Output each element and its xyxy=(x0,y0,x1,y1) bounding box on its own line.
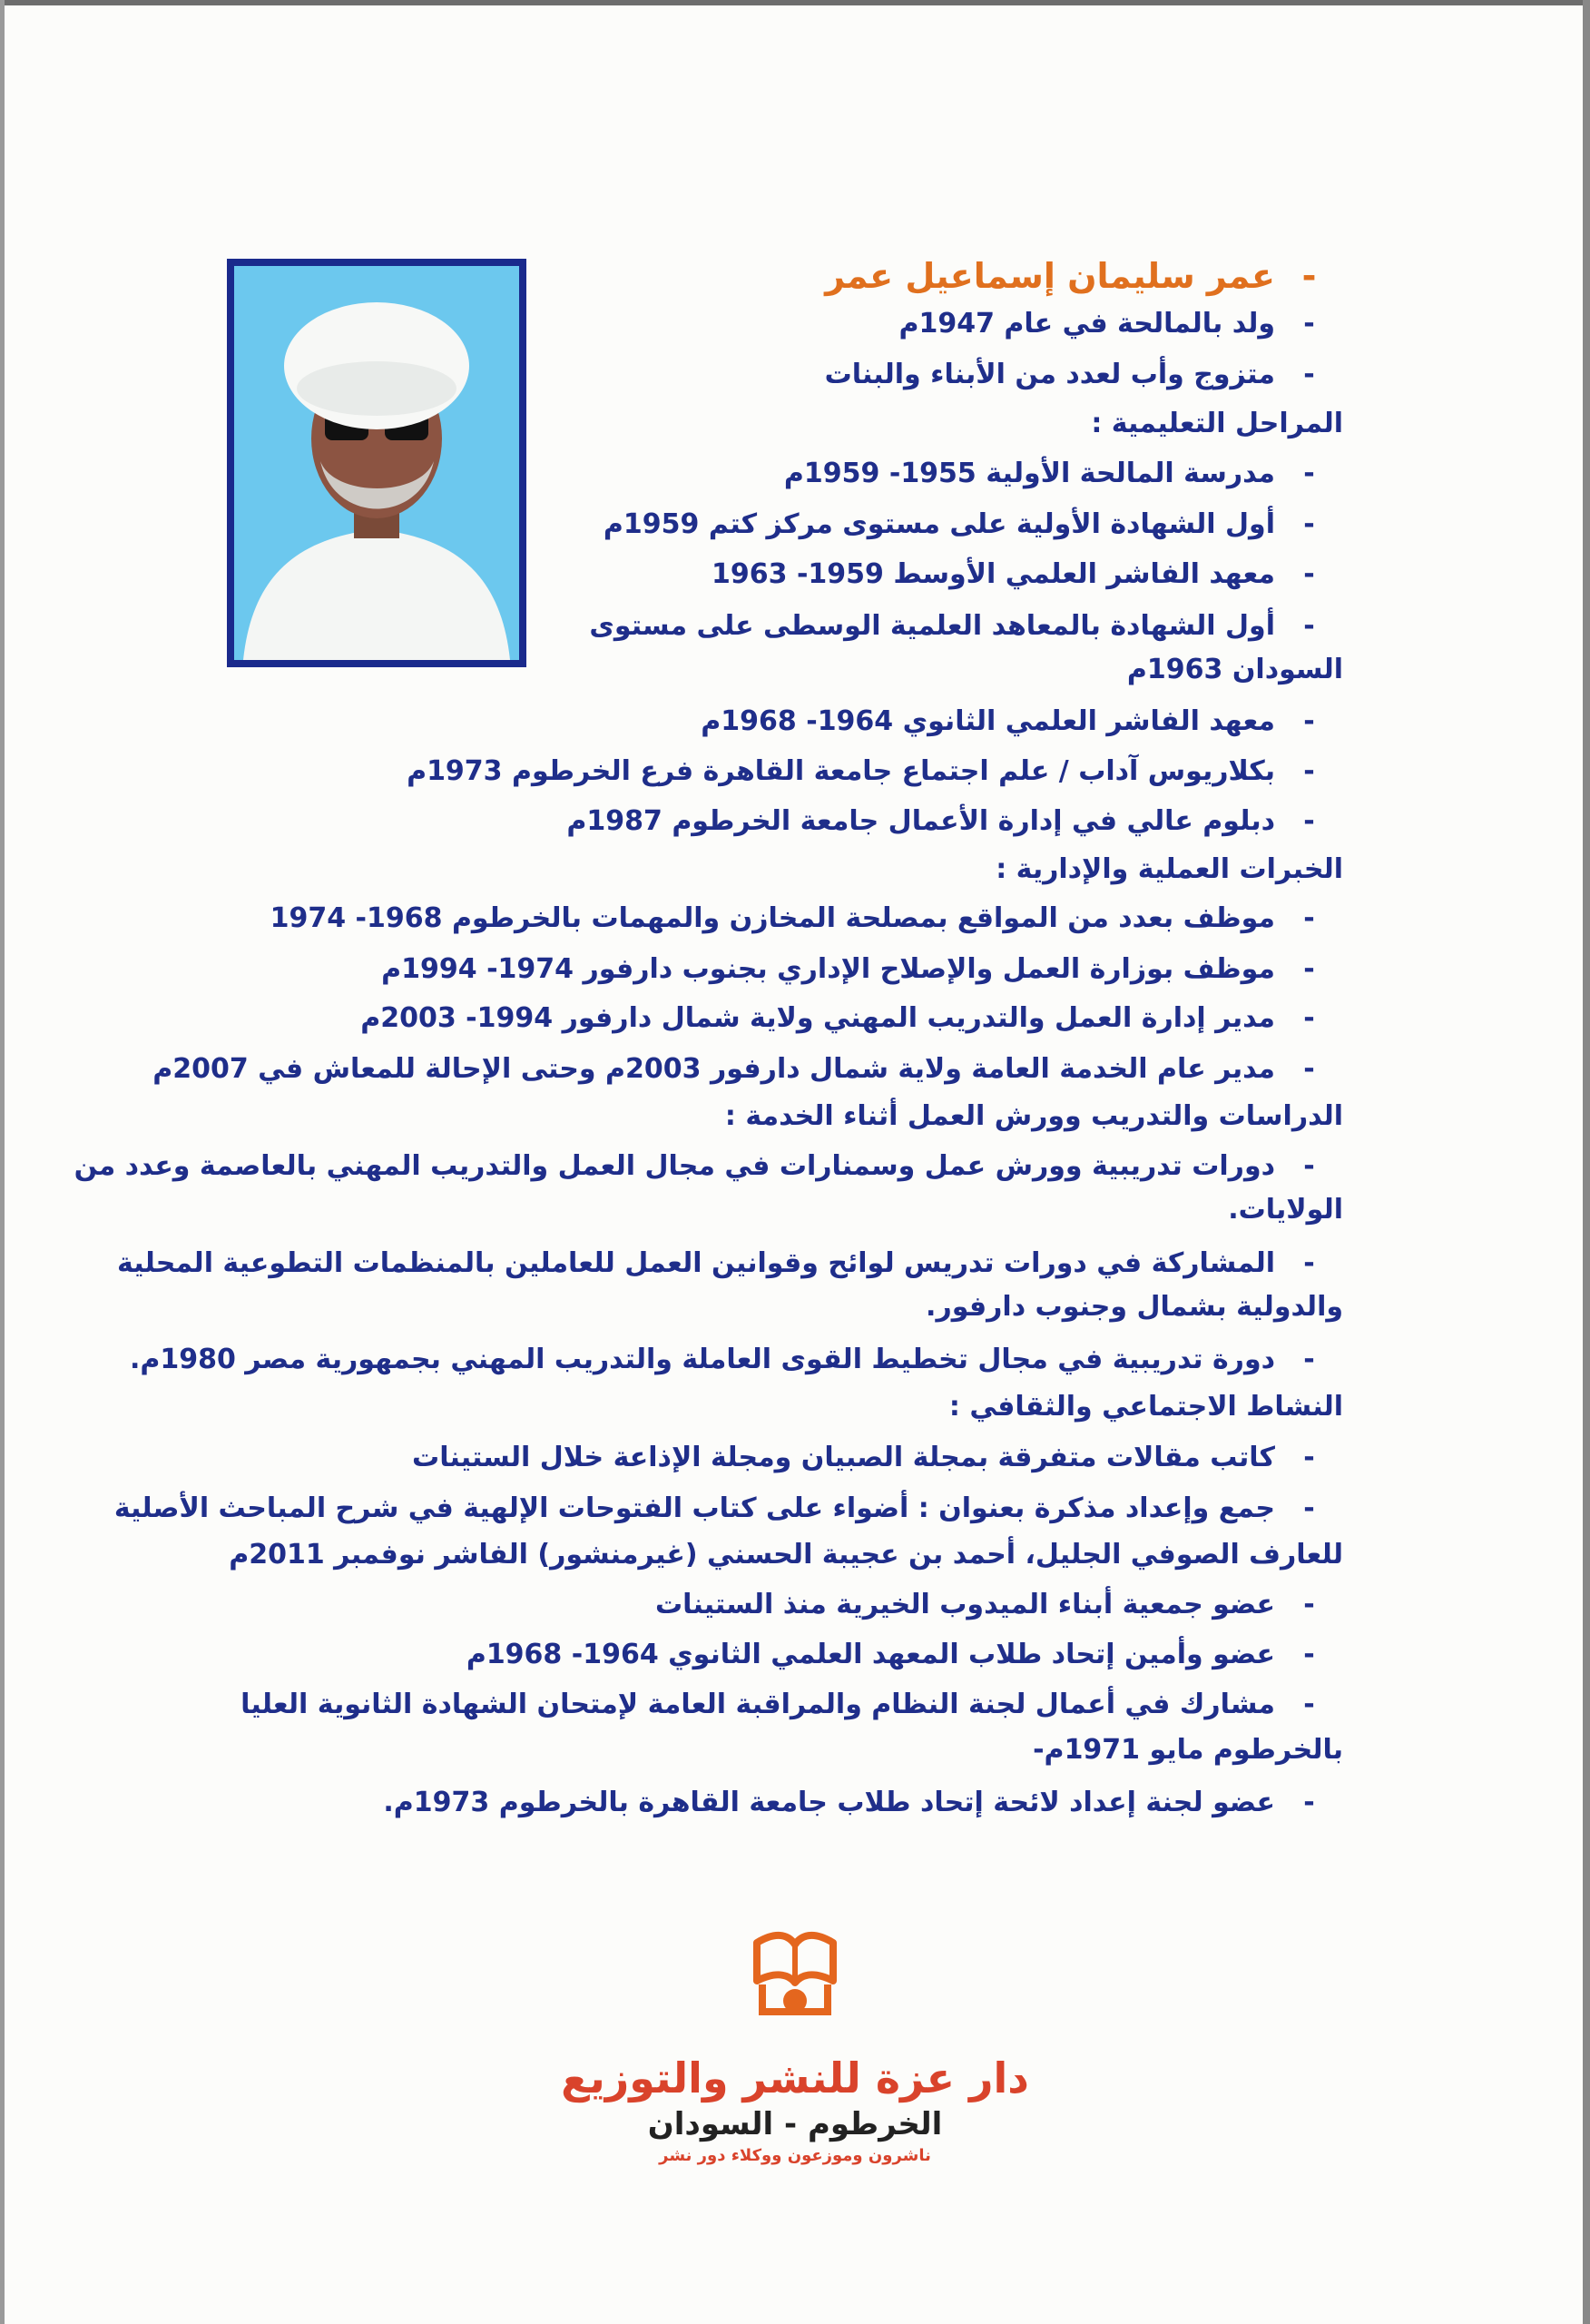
top-border-line xyxy=(0,0,1590,5)
education-item: -مدرسة المالحة الأولية 1955- 1959م xyxy=(783,458,1315,489)
activity-item-continued: للعارف الصوفي الجليل، أحمد بن عجيبة الحسني (غيرمنشور) الفاشر نوفمبر 2011م xyxy=(229,1539,1343,1571)
list-item: مدرسة المالحة الأولية 1955- 1959م xyxy=(783,458,1275,489)
education-item: -معهد الفاشر العلمي الأوسط 1959- 1963 xyxy=(712,558,1315,590)
list-item: متزوج وأب لعدد من الأبناء والبنات xyxy=(824,359,1275,390)
training-item: -دورة تدريبية في مجال تخطيط القوى العاملة والتدريب المهني بجمهورية مصر 1980م. xyxy=(129,1344,1315,1375)
left-border-line xyxy=(0,0,5,2324)
publisher-logo xyxy=(750,1925,840,2024)
bullet-dash: - xyxy=(1301,256,1317,296)
list-item: عضو وأمين إتحاد طلاب المعهد العلمي الثانوي 1964- 1968م xyxy=(466,1639,1275,1670)
publisher-tagline: ناشرون وموزعون ووكلاء دور نشر xyxy=(659,2146,931,2165)
activity-item-continued: بالخرطوم مايو 1971م- xyxy=(1033,1734,1343,1766)
activity-item: -عضو جمعية أبناء الميدوب الخيرية منذ الستينات xyxy=(655,1589,1315,1620)
publisher-location: الخرطوم - السودان xyxy=(647,2106,943,2142)
birth-item: -ولد بالمالحة في عام 1947م xyxy=(898,308,1315,340)
list-item: عضو لجنة إعداد لائحة إتحاد طلاب جامعة القاهرة بالخرطوم 1973م. xyxy=(383,1787,1275,1818)
list-item: كاتب مقالات متفرقة بمجلة الصبيان ومجلة الإذاعة خلال الستينات xyxy=(412,1442,1275,1473)
education-item: -أول الشهادة بالمعاهد العلمية الوسطى على مستوى xyxy=(589,610,1315,642)
right-border-line xyxy=(1583,0,1590,2324)
list-item: دبلوم عالي في إدارة الأعمال جامعة الخرطوم 1987م xyxy=(566,805,1275,837)
list-item: عضو جمعية أبناء الميدوب الخيرية منذ الستينات xyxy=(655,1589,1275,1620)
list-item: ولد بالمالحة في عام 1947م xyxy=(898,308,1275,340)
list-item: موظف بعدد من المواقع بمصلحة المخازن والمهمات بالخرطوم 1968- 1974 xyxy=(270,902,1275,934)
list-item: المشاركة في دورات تدريس لوائح وقوانين العمل للعاملين بالمنظمات التطوعية المحلية xyxy=(117,1247,1275,1279)
activity-item: -مشارك في أعمال لجنة النظام والمراقبة العامة لإمتحان الشهادة الثانوية العليا xyxy=(240,1689,1315,1720)
education-item: -أول الشهادة الأولية على مستوى مركز كتم 1959م xyxy=(603,508,1315,540)
education-item: -معهد الفاشر العلمي الثانوي 1964- 1968م xyxy=(701,705,1315,737)
activities-heading: النشاط الاجتماعي والثقافي : xyxy=(948,1391,1343,1423)
list-item: دورات تدريبية وورش عمل وسمنارات في مجال العمل والتدريب المهني بالعاصمة وعدد من xyxy=(74,1150,1275,1182)
publisher-block xyxy=(0,2053,1590,2165)
open-book-logo-icon xyxy=(750,1925,840,2024)
activity-item: -عضو لجنة إعداد لائحة إتحاد طلاب جامعة القاهرة بالخرطوم 1973م. xyxy=(383,1787,1315,1818)
training-item-continued: والدولية بشمال وجنوب دارفور. xyxy=(926,1291,1343,1323)
experience-item: -مدير إدارة العمل والتدريب المهني ولاية شمال دارفور 1994- 2003م xyxy=(360,1002,1315,1034)
experience-item: -موظف بعدد من المواقع بمصلحة المخازن والمهمات بالخرطوم 1968- 1974 xyxy=(270,902,1315,934)
author-name-row xyxy=(165,256,1343,296)
education-item: -دبلوم عالي في إدارة الأعمال جامعة الخرطوم 1987م xyxy=(566,805,1315,837)
activity-item: -كاتب مقالات متفرقة بمجلة الصبيان ومجلة الإذاعة خلال الستينات xyxy=(412,1442,1315,1473)
training-heading: الدراسات والتدريب وورش العمل أثناء الخدمة : xyxy=(724,1100,1343,1132)
list-item: دورة تدريبية في مجال تخطيط القوى العاملة والتدريب المهني بجمهورية مصر 1980م. xyxy=(129,1344,1275,1375)
list-item: معهد الفاشر العلمي الأوسط 1959- 1963 xyxy=(712,558,1275,590)
list-item: مدير إدارة العمل والتدريب المهني ولاية شمال دارفور 1994- 2003م xyxy=(360,1002,1275,1034)
training-item: -المشاركة في دورات تدريس لوائح وقوانين العمل للعاملين بالمنظمات التطوعية المحلية xyxy=(117,1247,1315,1279)
list-item: مدير عام الخدمة العامة ولاية شمال دارفور 2003م وحتى الإحالة للمعاش في 2007م xyxy=(152,1053,1275,1085)
education-heading: المراحل التعليمية : xyxy=(1091,408,1343,439)
list-item: مشارك في أعمال لجنة النظام والمراقبة العامة لإمتحان الشهادة الثانوية العليا xyxy=(240,1689,1275,1720)
education-item-continued: السودان 1963م xyxy=(1126,654,1343,685)
list-item: جمع وإعداد مذكرة بعنوان : أضواء على كتاب الفتوحات الإلهية في شرح المباحث الأصلية xyxy=(113,1492,1275,1524)
family-item: -متزوج وأب لعدد من الأبناء والبنات xyxy=(824,359,1315,390)
training-item: -دورات تدريبية وورش عمل وسمنارات في مجال العمل والتدريب المهني بالعاصمة وعدد من xyxy=(74,1150,1315,1182)
training-item-continued: الولايات. xyxy=(1228,1194,1343,1226)
list-item: موظف بوزارة العمل والإصلاح الإداري بجنوب دارفور 1974- 1994م xyxy=(381,953,1275,985)
author-name: عمر سليمان إسماعيل عمر xyxy=(825,256,1275,296)
experience-item: -موظف بوزارة العمل والإصلاح الإداري بجنوب دارفور 1974- 1994م xyxy=(381,953,1315,985)
list-item: بكلاريوس آداب / علم اجتماع جامعة القاهرة فرع الخرطوم 1973م xyxy=(407,755,1275,787)
activity-item: -جمع وإعداد مذكرة بعنوان : أضواء على كتاب الفتوحات الإلهية في شرح المباحث الأصلية xyxy=(113,1492,1315,1524)
education-item: -بكلاريوس آداب / علم اجتماع جامعة القاهرة فرع الخرطوم 1973م xyxy=(407,755,1315,787)
experience-item: -مدير عام الخدمة العامة ولاية شمال دارفور 2003م وحتى الإحالة للمعاش في 2007م xyxy=(152,1053,1315,1085)
list-item: أول الشهادة بالمعاهد العلمية الوسطى على مستوى xyxy=(589,610,1275,642)
activity-item: -عضو وأمين إتحاد طلاب المعهد العلمي الثانوي 1964- 1968م xyxy=(466,1639,1315,1670)
experience-heading: الخبرات العملية والإدارية : xyxy=(996,853,1343,885)
list-item: معهد الفاشر العلمي الثانوي 1964- 1968م xyxy=(701,705,1275,737)
list-item: أول الشهادة الأولية على مستوى مركز كتم 1959م xyxy=(603,508,1275,540)
publisher-name: دار عزة للنشر والتوزيع xyxy=(561,2053,1029,2102)
